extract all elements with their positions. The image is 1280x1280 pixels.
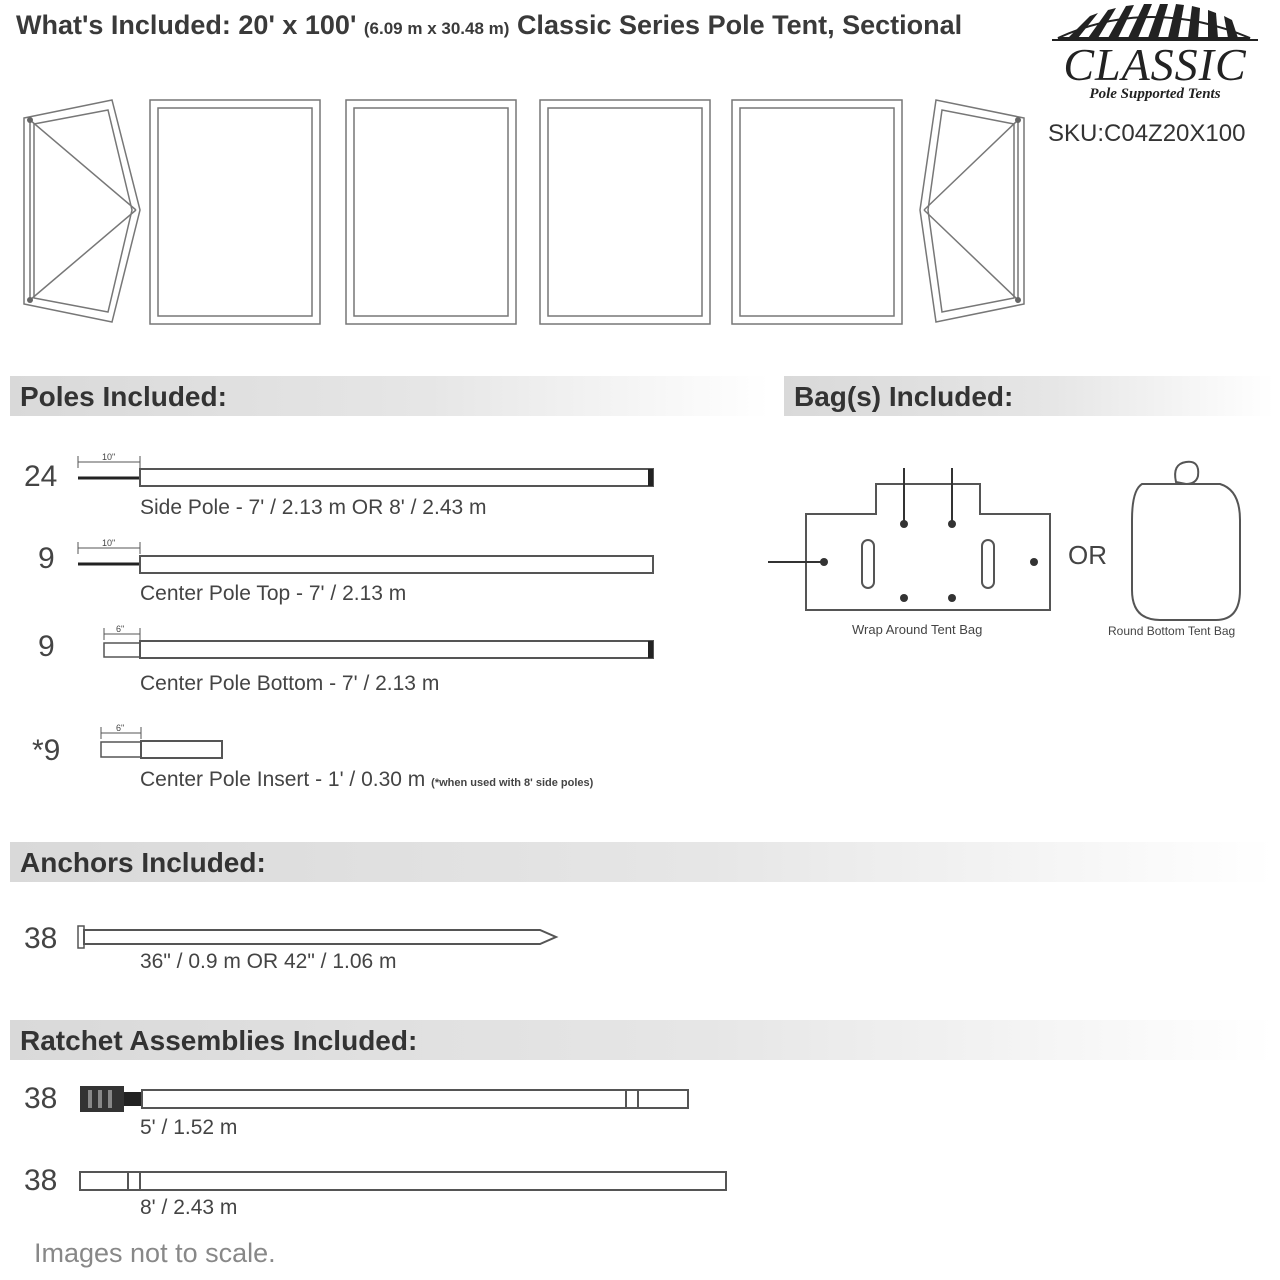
side-pole-pin-length: 10" (102, 452, 116, 462)
ratchet-8ft-label: 8' / 2.43 m (140, 1196, 238, 1219)
round-bottom-bag-caption: Round Bottom Tent Bag (1108, 624, 1236, 638)
anchors-heading: Anchors Included: (20, 847, 266, 878)
center-pole-insert-pin-length: 6" (116, 723, 125, 733)
bags-heading: Bag(s) Included: (794, 381, 1014, 412)
center-pole-top-pin-length: 10" (102, 538, 116, 548)
ratchet-8ft-drawing (80, 1172, 726, 1190)
ratchet-5ft-label: 5' / 1.52 m (140, 1116, 238, 1139)
not-to-scale-disclaimer: Images not to scale. (34, 1238, 276, 1268)
center-pole-insert-note: (*when used with 8' side poles) (431, 777, 594, 789)
center-pole-bottom-qty: 9 (38, 630, 55, 663)
center-pole-top-label: Center Pole Top - 7' / 2.13 m (140, 582, 407, 605)
center-pole-bottom-label: Center Pole Bottom - 7' / 2.13 m (140, 672, 440, 695)
logo-tagline: Pole Supported Tents (1089, 86, 1221, 102)
bag-or-label: OR (1068, 540, 1107, 570)
center-pole-insert-qty: *9 (32, 734, 61, 767)
title-metric: (6.09 m x 30.48 m) (363, 19, 510, 38)
side-pole-label: Side Pole - 7' / 2.13 m OR 8' / 2.43 m (140, 496, 487, 519)
title-main: What's Included: 20' x 100' (16, 10, 357, 40)
ratchet-5ft-drawing (80, 1086, 688, 1112)
anchors-qty: 38 (24, 922, 58, 955)
center-pole-insert-text: Center Pole Insert - 1' / 0.30 m (140, 768, 426, 791)
center-pole-top-qty: 9 (38, 542, 55, 575)
ratchet-5ft-qty: 38 (24, 1082, 58, 1115)
wrap-around-bag-caption: Wrap Around Tent Bag (852, 622, 983, 637)
sku-label: SKU:C04Z20X100 (1048, 120, 1246, 147)
title-product: Classic Series Pole Tent, Sectional (516, 10, 963, 40)
poles-heading: Poles Included: (20, 381, 227, 412)
anchors-label: 36" / 0.9 m OR 42" / 1.06 m (140, 950, 397, 973)
center-pole-bottom-pin-length: 6" (116, 624, 125, 634)
ratchets-heading: Ratchet Assemblies Included: (20, 1025, 418, 1056)
side-pole-qty: 24 (24, 460, 58, 493)
logo-wordmark: CLASSIC (1063, 39, 1247, 90)
ratchet-8ft-qty: 38 (24, 1164, 58, 1197)
